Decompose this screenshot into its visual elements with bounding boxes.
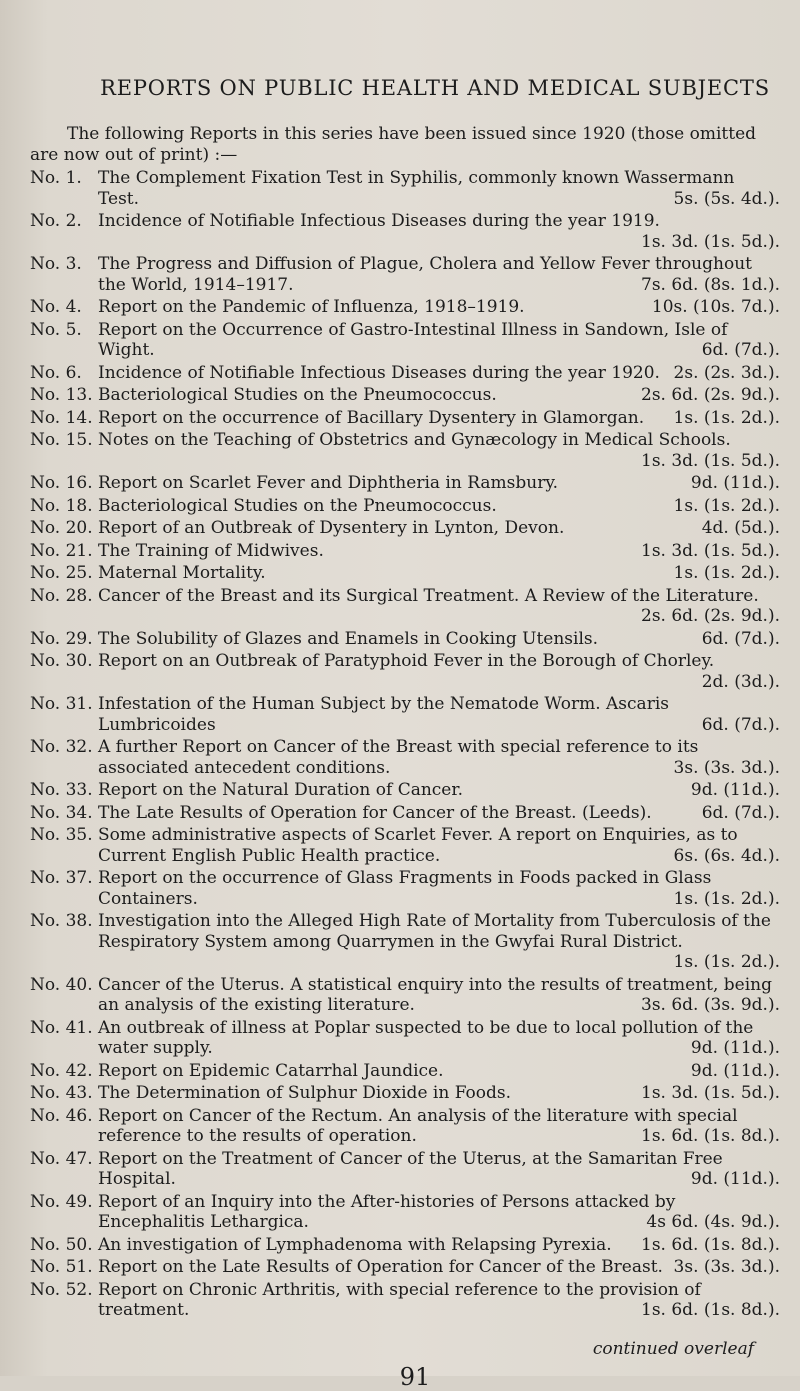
report-number: No. 38. xyxy=(30,911,93,931)
report-price: 1s. (1s. 2d.). xyxy=(673,495,780,516)
report-number: No. 21. xyxy=(30,540,93,561)
report-title: Report on the occurrence of Bacillary Dysentery in Glamorgan. xyxy=(98,407,645,428)
report-number: No. 29. xyxy=(30,628,93,649)
report-number: No. 51. xyxy=(30,1257,93,1277)
report-number: No. 30. xyxy=(30,651,93,671)
report-price: 5s. (5s. 4d.). xyxy=(673,188,780,209)
report-entry xyxy=(30,563,780,584)
report-entry xyxy=(30,694,780,735)
report-entry xyxy=(30,385,780,406)
report-entry xyxy=(30,320,780,361)
report-number: No. 13. xyxy=(30,385,93,405)
report-title: The Late Results of Operation for Cancer of the Breast. (Leeds). xyxy=(98,802,652,823)
report-number: No. 50. xyxy=(30,1234,93,1255)
report-number: No. 6. xyxy=(30,362,82,383)
report-entry xyxy=(30,868,780,909)
report-number: No. 2. xyxy=(30,211,82,231)
report-body xyxy=(98,518,780,539)
report-title: Report on an Outbreak of Paratyphoid Fever in the Borough of Chorley. xyxy=(98,651,715,671)
page-heading: REPORTS ON PUBLIC HEALTH AND MEDICAL SUBJECTS xyxy=(100,76,770,100)
report-price: 1s. 6d. (1s. 8d.). xyxy=(641,1300,780,1320)
report-body xyxy=(98,694,780,735)
report-price: 1s. 3d. (1s. 5d.). xyxy=(641,1083,780,1103)
report-entry xyxy=(30,518,780,539)
report-price: 1s. 6d. (1s. 8d.). xyxy=(641,1234,780,1255)
report-entry xyxy=(30,1235,780,1256)
report-title: Report on the Occurrence of Gastro-Intestinal Illness in Sandown, Isle of Wight. xyxy=(98,319,728,360)
report-entry xyxy=(30,780,780,801)
report-price: 1s. 3d. (1s. 5d.). xyxy=(641,540,780,561)
report-title: Notes on the Teaching of Obstetrics and Gynæcology in Medical Schools. xyxy=(98,430,731,450)
report-price: 1s. (1s. 2d.). xyxy=(673,888,780,909)
report-entry xyxy=(30,254,780,295)
report-body xyxy=(98,1083,780,1104)
report-title: The Complement Fixation Test in Syphilis, commonly known Wassermann Test. xyxy=(98,168,735,209)
report-price: 6d. (7d.). xyxy=(701,714,780,735)
report-body xyxy=(98,1106,780,1147)
report-entry xyxy=(30,168,780,209)
report-body xyxy=(98,1149,780,1190)
report-number: No. 34. xyxy=(30,802,93,823)
report-number: No. 41. xyxy=(30,1017,93,1038)
report-body xyxy=(98,651,780,692)
report-title: Report on the Late Results of Operation for Cancer of the Breast. xyxy=(98,1257,663,1277)
report-number: No. 46. xyxy=(30,1105,93,1126)
report-entry xyxy=(30,430,780,471)
report-entry xyxy=(30,1018,780,1059)
report-number: No. 49. xyxy=(30,1191,93,1212)
continued-note: continued overleaf xyxy=(592,1338,754,1359)
report-title: Report on the Treatment of Cancer of the Uterus, at the Samaritan Free Hospital. xyxy=(98,1148,723,1189)
report-price: 9d. (11d.). xyxy=(690,473,780,493)
report-price: 6d. (7d.). xyxy=(701,340,780,360)
report-entry xyxy=(30,1061,780,1082)
report-entry xyxy=(30,975,780,1016)
report-entry xyxy=(30,737,780,778)
report-title: Report on Epidemic Catarrhal Jaundice. xyxy=(98,1060,444,1081)
report-entry xyxy=(30,1083,780,1104)
report-title: Report on Chronic Arthritis, with special reference to the provision of treatment. xyxy=(98,1279,701,1320)
report-price: 1s. 3d. (1s. 5d.). xyxy=(641,231,780,252)
report-body xyxy=(98,825,780,866)
report-price: 3s. (3s. 3d.). xyxy=(673,757,780,778)
report-entry xyxy=(30,629,780,650)
report-body xyxy=(98,911,780,973)
report-title: The Training of Midwives. xyxy=(98,540,324,561)
report-price: 9d. (11d.). xyxy=(690,1060,780,1081)
report-body xyxy=(98,975,780,1016)
report-title: Report on the Pandemic of Influenza, 1918–1919. xyxy=(98,297,525,317)
report-price: 9d. (11d.). xyxy=(690,1169,780,1189)
report-body xyxy=(98,868,780,909)
report-title: Infestation of the Human Subject by the Nematode Worm. Ascaris Lumbricoides xyxy=(98,694,669,735)
report-entry xyxy=(30,363,780,384)
report-title: The Solubility of Glazes and Enamels in Cooking Utensils. xyxy=(98,628,599,649)
report-body xyxy=(98,385,780,406)
report-body xyxy=(98,496,780,517)
report-number: No. 1. xyxy=(30,168,82,188)
report-body xyxy=(98,473,780,494)
report-price: 1s. 3d. (1s. 5d.). xyxy=(641,450,780,471)
report-title: Report on Cancer of the Rectum. An analysis of the literature with special reference to the results of operation. xyxy=(98,1105,738,1146)
report-body xyxy=(98,1235,780,1256)
report-body xyxy=(98,803,780,824)
report-number: No. 32. xyxy=(30,737,93,757)
report-number: No. 28. xyxy=(30,585,93,606)
report-entry xyxy=(30,911,780,973)
report-number: No. 43. xyxy=(30,1083,93,1103)
report-price: 9d. (11d.). xyxy=(690,780,780,800)
report-number: No. 18. xyxy=(30,495,93,516)
report-title: Bacteriological Studies on the Pneumococcus. xyxy=(98,385,497,405)
report-title: Report of an Inquiry into the After-histories of Persons attacked by Encephalitis Lethargica. xyxy=(98,1191,676,1232)
report-price: 1s. (1s. 2d.). xyxy=(673,407,780,428)
report-price: 2s. 6d. (2s. 9d.). xyxy=(641,606,780,626)
report-title: Cancer of the Breast and its Surgical Treatment. A Review of the Literature. xyxy=(98,585,759,606)
report-number: No. 47. xyxy=(30,1148,93,1169)
report-entry xyxy=(30,586,780,627)
report-entry xyxy=(30,651,780,692)
report-number: No. 31. xyxy=(30,694,93,714)
report-price: 7s. 6d. (8s. 1d.). xyxy=(641,274,780,295)
report-number: No. 37. xyxy=(30,868,93,888)
report-number: No. 4. xyxy=(30,297,82,317)
report-number: No. 33. xyxy=(30,780,93,800)
report-body xyxy=(98,629,780,650)
report-number: No. 5. xyxy=(30,319,82,340)
report-body xyxy=(98,780,780,801)
report-body xyxy=(98,408,780,429)
report-body xyxy=(98,1257,780,1278)
report-price: 9d. (11d.). xyxy=(690,1038,780,1058)
report-title: Maternal Mortality. xyxy=(98,563,266,583)
report-price: 3s. 6d. (3s. 9d.). xyxy=(641,995,780,1015)
report-price: 1s. (1s. 2d.). xyxy=(673,563,780,583)
report-price: 3s. (3s. 3d.). xyxy=(673,1257,780,1277)
report-price: 2s. (2s. 3d.). xyxy=(673,362,780,383)
report-number: No. 20. xyxy=(30,518,93,538)
report-entry xyxy=(30,408,780,429)
report-body xyxy=(98,430,780,471)
report-entry xyxy=(30,825,780,866)
report-number: No. 15. xyxy=(30,430,93,450)
report-body xyxy=(98,1018,780,1059)
report-entry xyxy=(30,803,780,824)
report-number: No. 3. xyxy=(30,254,82,274)
report-title: Report on the Natural Duration of Cancer. xyxy=(98,780,464,800)
report-body xyxy=(98,168,780,209)
report-number: No. 14. xyxy=(30,407,93,428)
report-body xyxy=(98,737,780,778)
report-title: Cancer of the Uterus. A statistical enquiry into the results of treatment, being an analysis of the existing literature. xyxy=(98,974,772,1015)
report-body xyxy=(98,586,780,627)
report-body xyxy=(98,254,780,295)
report-body xyxy=(98,297,780,318)
report-number: No. 42. xyxy=(30,1060,93,1081)
report-body xyxy=(98,363,780,384)
report-entry xyxy=(30,1192,780,1233)
report-title: Incidence of Notifiable Infectious Diseases during the year 1920. xyxy=(98,362,660,383)
report-body xyxy=(98,541,780,562)
report-title: An investigation of Lymphadenoma with Relapsing Pyrexia. xyxy=(98,1234,612,1255)
report-entry xyxy=(30,541,780,562)
report-title: The Progress and Diffusion of Plague, Cholera and Yellow Fever throughout the World, 1914–1917. xyxy=(98,254,752,295)
report-body xyxy=(98,563,780,584)
intro-paragraph: The following Reports in this series have been issued since 1920 (those omitted are now out of print) :— xyxy=(30,124,757,165)
report-body xyxy=(98,1280,780,1321)
report-price: 6d. (7d.). xyxy=(701,628,780,649)
report-title: Report on Scarlet Fever and Diphtheria in Ramsbury. xyxy=(98,473,559,493)
report-title: An outbreak of illness at Poplar suspected to be due to local pollution of the water supply. xyxy=(98,1017,754,1058)
report-title: The Determination of Sulphur Dioxide in Foods. xyxy=(98,1083,512,1103)
report-title: Report of an Outbreak of Dysentery in Lynton, Devon. xyxy=(98,518,565,538)
report-number: No. 40. xyxy=(30,974,93,995)
report-number: No. 52. xyxy=(30,1279,93,1300)
report-number: No. 25. xyxy=(30,563,93,583)
report-entry xyxy=(30,1280,780,1321)
report-entry xyxy=(30,1106,780,1147)
report-price: 4s 6d. (4s. 9d.). xyxy=(646,1212,780,1232)
report-entry xyxy=(30,473,780,494)
report-list xyxy=(30,168,780,1321)
report-title: Report on the occurrence of Glass Fragments in Foods packed in Glass Containers. xyxy=(98,868,712,909)
report-title: Some administrative aspects of Scarlet Fever. A report on Enquiries, as to Current English Public Health practice. xyxy=(98,825,738,866)
report-entry xyxy=(30,1257,780,1278)
report-price: 2d. (3d.). xyxy=(701,671,780,692)
report-price: 6d. (7d.). xyxy=(701,802,780,823)
report-title: Incidence of Notifiable Infectious Diseases during the year 1919. xyxy=(98,211,660,231)
report-price: 10s. (10s. 7d.). xyxy=(651,297,780,317)
report-title: Bacteriological Studies on the Pneumococcus. xyxy=(98,495,497,516)
report-entry xyxy=(30,1149,780,1190)
report-price: 1s. (1s. 2d.). xyxy=(673,952,780,972)
report-number: No. 35. xyxy=(30,825,93,845)
report-body xyxy=(98,1061,780,1082)
report-title: A further Report on Cancer of the Breast with special reference to its associated antecedent conditions. xyxy=(98,737,699,778)
page-number: 91 xyxy=(399,1362,431,1391)
report-title: Investigation into the Alleged High Rate of Mortality from Tuberculosis of the Respiratory System among Quarrymen in the Gwyfai Rural District. xyxy=(98,911,771,952)
report-entry xyxy=(30,496,780,517)
report-number: No. 16. xyxy=(30,473,93,493)
report-price: 1s. 6d. (1s. 8d.). xyxy=(641,1126,780,1146)
report-price: 2s. 6d. (2s. 9d.). xyxy=(641,385,780,405)
report-price: 6s. (6s. 4d.). xyxy=(673,845,780,866)
report-price: 4d. (5d.). xyxy=(701,518,780,538)
report-entry xyxy=(30,297,780,318)
report-body xyxy=(98,1192,780,1233)
report-entry xyxy=(30,211,780,252)
report-body xyxy=(98,211,780,252)
report-body xyxy=(98,320,780,361)
